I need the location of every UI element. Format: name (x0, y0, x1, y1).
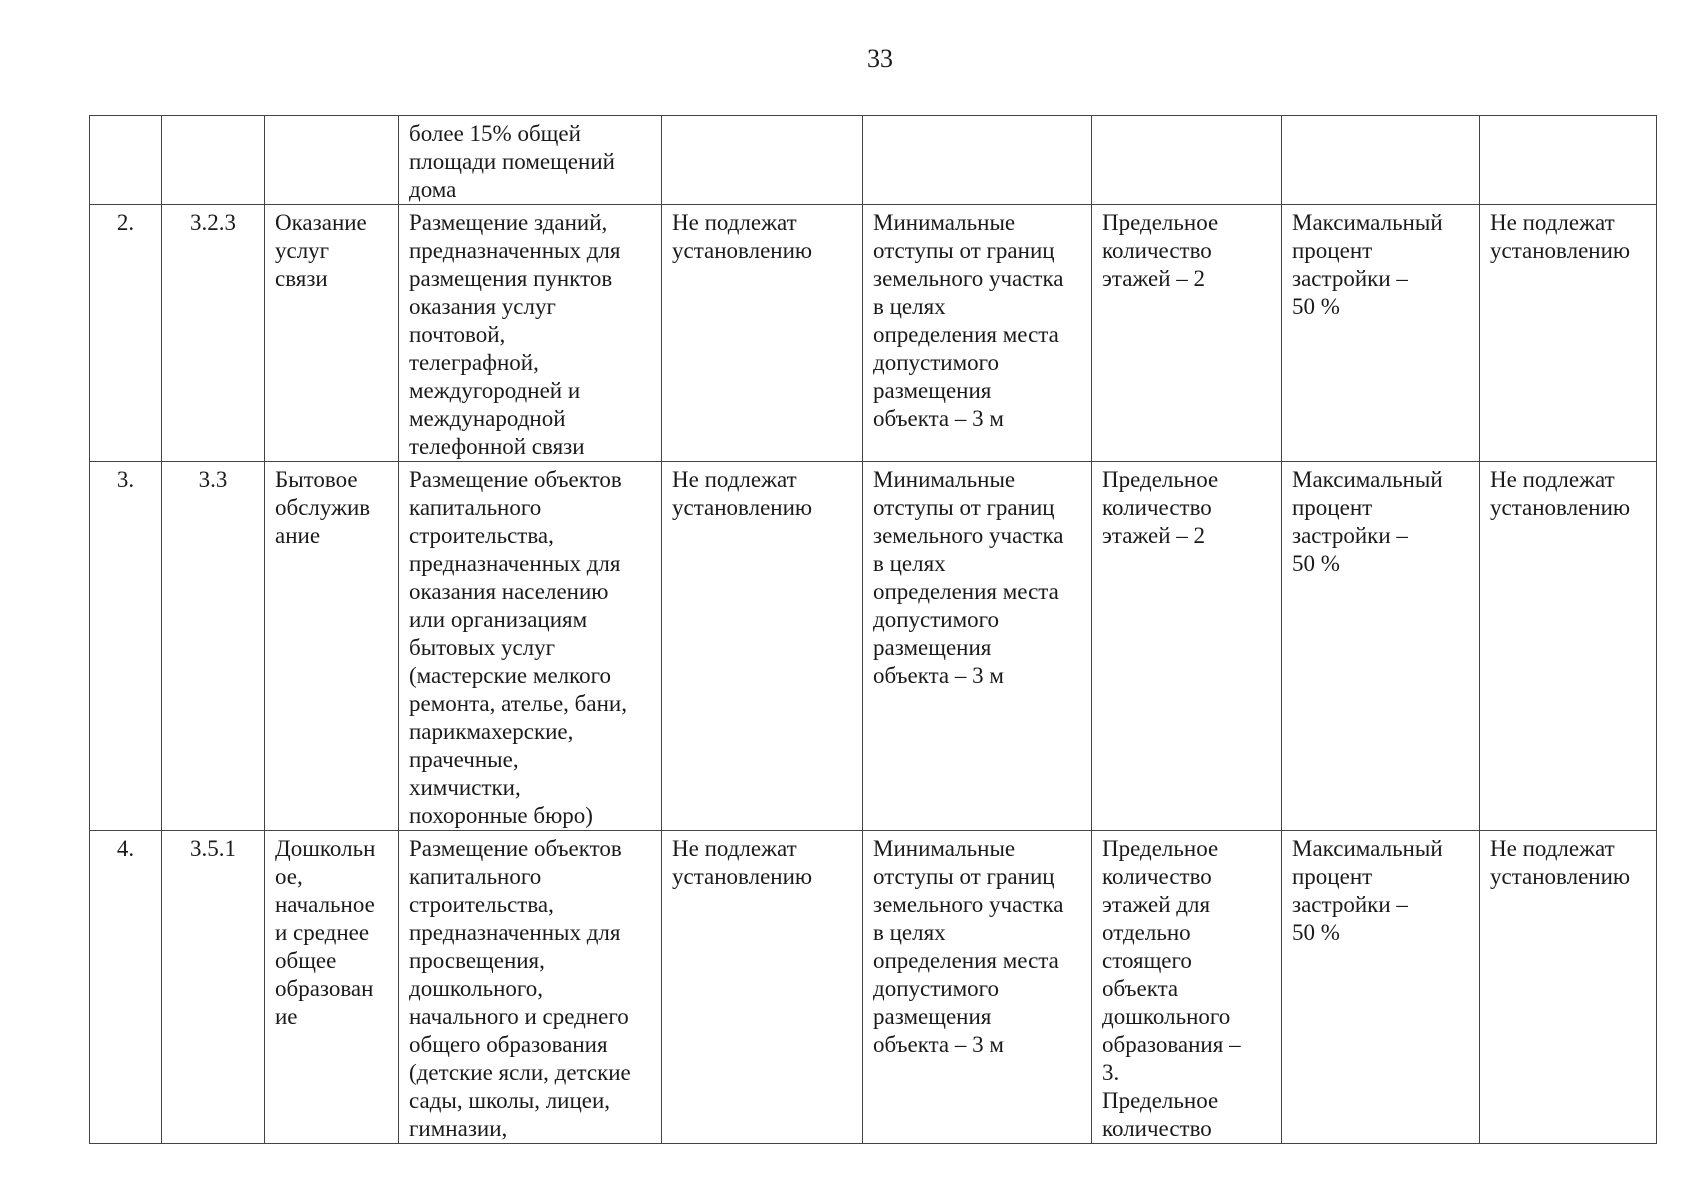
cell-text: 4. (116, 836, 135, 861)
cell-text: 3.2.3 (190, 210, 236, 235)
cell-text: более 15% общей площади помещений дома (409, 121, 615, 202)
cell-text: Предельное количество этажей – 2 (1102, 210, 1219, 291)
table-row (90, 462, 1657, 831)
cell-coverage (1282, 831, 1480, 1144)
cell-text: Не подлежат установлению (1490, 210, 1631, 263)
cell-number (90, 116, 162, 205)
cell-text: 2. (116, 210, 135, 235)
cell-text: Не подлежат установлению (672, 210, 813, 263)
cell-setbacks (863, 831, 1092, 1144)
cell-text: Минимальные отступы от границ земельного участка в целях определения места допустимого размещения объекта – 3 м (873, 467, 1064, 688)
cell-setbacks (863, 205, 1092, 462)
cell-text: Не подлежат установлению (1490, 836, 1631, 889)
cell-text: 3.3 (198, 467, 228, 492)
cell-text: Оказание услуг связи (275, 210, 367, 291)
cell-area (662, 205, 863, 462)
cell-code (162, 205, 265, 462)
cell-description (399, 205, 662, 462)
cell-use-name (265, 462, 399, 831)
cell-use-name (265, 831, 399, 1144)
land-use-table (89, 115, 1657, 1144)
cell-text: Размещение объектов капитального строительства, предназначенных для просвещения, дошкольного, начального и среднего общего образования (детские ясли, детские сады, школы, лицеи, гимназии, (409, 836, 631, 1141)
cell-setbacks (863, 116, 1092, 205)
cell-use-name (265, 205, 399, 462)
cell-coverage (1282, 116, 1480, 205)
cell-text: Не подлежат установлению (672, 467, 813, 520)
cell-floors (1092, 205, 1282, 462)
cell-coverage (1282, 462, 1480, 831)
cell-description (399, 462, 662, 831)
cell-code (162, 462, 265, 831)
cell-text: Максимальный процент застройки – 50 % (1292, 467, 1443, 576)
cell-number (90, 462, 162, 831)
cell-coverage (1282, 205, 1480, 462)
cell-text: Минимальные отступы от границ земельного участка в целях определения места допустимого размещения объекта – 3 м (873, 210, 1064, 431)
cell-text: Размещение объектов капитального строительства, предназначенных для оказания населению или организациям бытовых услуг (мастерские мелкого ремонта, ателье, бани, парикмахерские, прачечные, химчистки, похоронные бюро) (409, 467, 627, 828)
cell-description (399, 116, 662, 205)
cell-use-name (265, 116, 399, 205)
cell-number (90, 831, 162, 1144)
cell-floors (1092, 116, 1282, 205)
cell-code (162, 831, 265, 1144)
table-row (90, 831, 1657, 1144)
cell-setbacks (863, 462, 1092, 831)
table-row (90, 116, 1657, 205)
cell-text: Дошкольн ое, начальное и среднее общее образован ие (275, 836, 376, 1029)
page-number: 33 (867, 44, 893, 73)
cell-area (662, 116, 863, 205)
cell-text: 3. (116, 467, 135, 492)
cell-floors (1092, 462, 1282, 831)
cell-text: Размещение зданий, предназначенных для размещения пунктов оказания услуг почтовой, телеграфной, междугородней и международной телефонной связи (409, 210, 621, 459)
cell-area (662, 831, 863, 1144)
cell-floors (1092, 831, 1282, 1144)
cell-other (1480, 116, 1657, 205)
cell-text: Предельное количество этажей для отдельно стоящего объекта дошкольного образования – 3. Предельное количество (1102, 836, 1241, 1141)
cell-text: Не подлежат установлению (1490, 467, 1631, 520)
cell-number (90, 205, 162, 462)
cell-text: Не подлежат установлению (672, 836, 813, 889)
cell-other (1480, 831, 1657, 1144)
cell-description (399, 831, 662, 1144)
cell-text: Максимальный процент застройки – 50 % (1292, 836, 1443, 945)
table-row (90, 205, 1657, 462)
cell-text: Максимальный процент застройки – 50 % (1292, 210, 1443, 319)
cell-text: Бытовое обслужив ание (275, 467, 371, 548)
cell-other (1480, 205, 1657, 462)
cell-text: 3.5.1 (190, 836, 236, 861)
cell-other (1480, 462, 1657, 831)
cell-area (662, 462, 863, 831)
cell-text: Минимальные отступы от границ земельного участка в целях определения места допустимого размещения объекта – 3 м (873, 836, 1064, 1057)
cell-code (162, 116, 265, 205)
cell-text: Предельное количество этажей – 2 (1102, 467, 1219, 548)
